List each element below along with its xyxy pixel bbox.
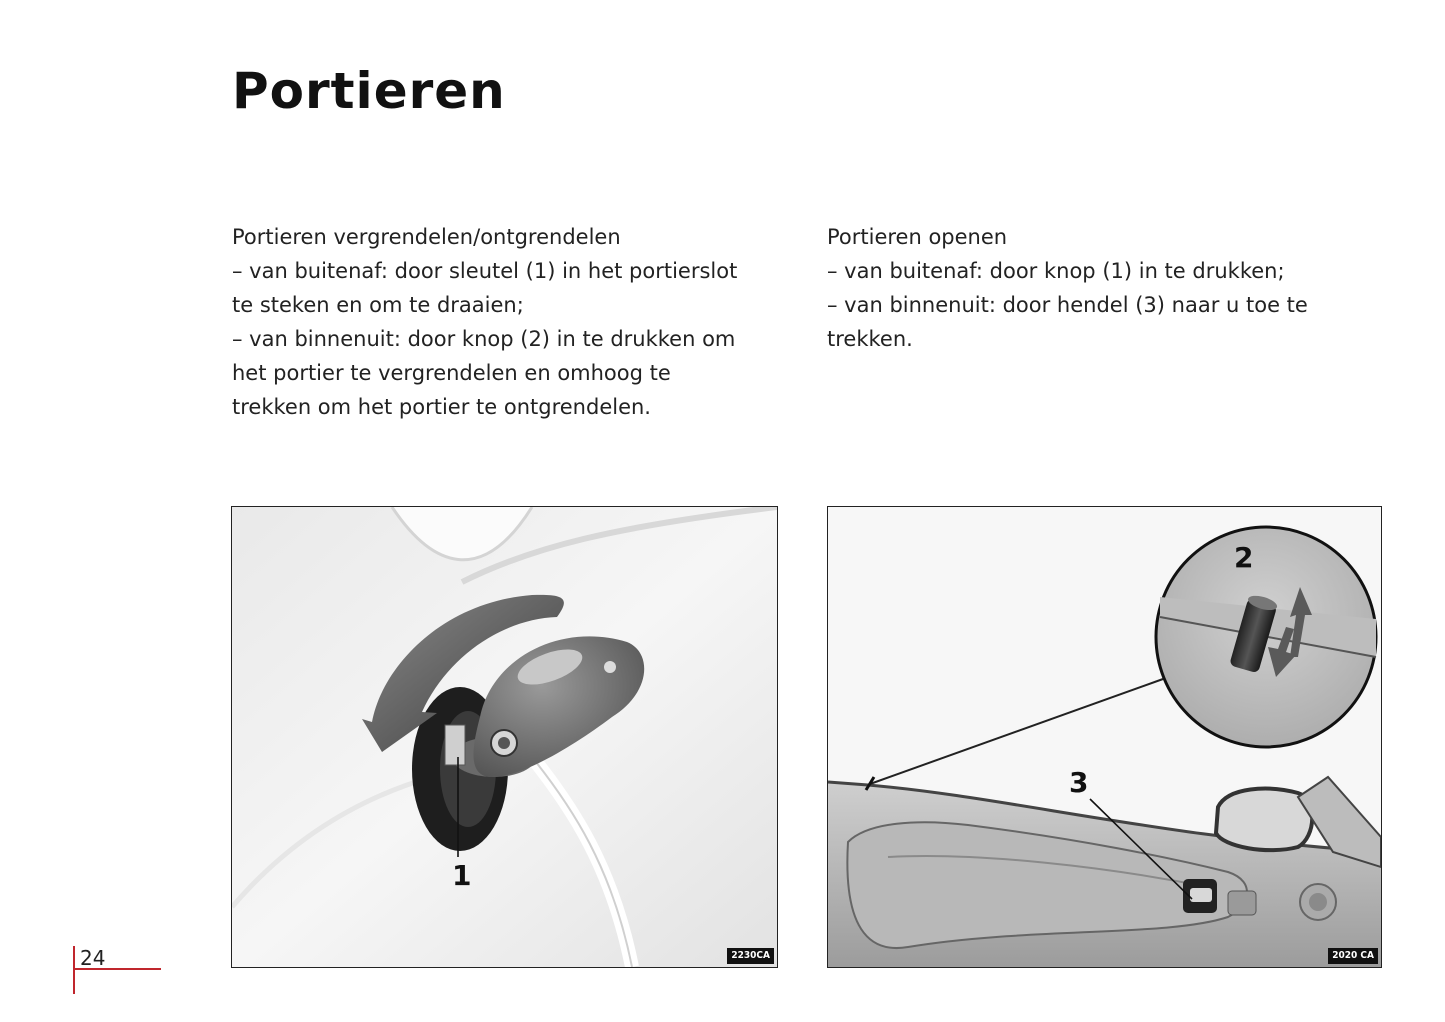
open-inside-instruction: – van binnenuit: door hendel (3) naar u toe te trekken.	[827, 293, 1308, 351]
door-interior-drawing	[828, 507, 1381, 967]
page-title: Portieren	[232, 62, 506, 120]
figure-code-left: 2230CA	[727, 948, 774, 964]
key-lock-drawing	[232, 507, 777, 967]
callout-handle: 3	[1069, 766, 1089, 799]
page-number: 24	[80, 946, 106, 970]
figure-code-right: 2020 CA	[1328, 948, 1378, 964]
door-interior-illustration	[827, 506, 1382, 968]
lock-unlock-section	[232, 220, 752, 424]
callout-key: 1	[452, 859, 472, 892]
lock-unlock-heading: Portieren vergrendelen/ontgrendelen	[232, 225, 621, 249]
lock-inside-instruction: – van binnenuit: door knop (2) in te drukken om het portier te vergrendelen en omhoog te trekken om het portier te ontgrendelen.	[232, 327, 736, 419]
page-marker-vertical	[73, 946, 75, 994]
callout-lock-button: 2	[1234, 541, 1254, 574]
open-doors-heading: Portieren openen	[827, 225, 1008, 249]
key-lock-illustration	[231, 506, 778, 968]
lock-outside-instruction: – van buitenaf: door sleutel (1) in het portierslot te steken en om te draaien;	[232, 259, 738, 317]
open-outside-instruction: – van buitenaf: door knop (1) in te drukken;	[827, 259, 1285, 283]
open-doors-section	[827, 220, 1397, 356]
